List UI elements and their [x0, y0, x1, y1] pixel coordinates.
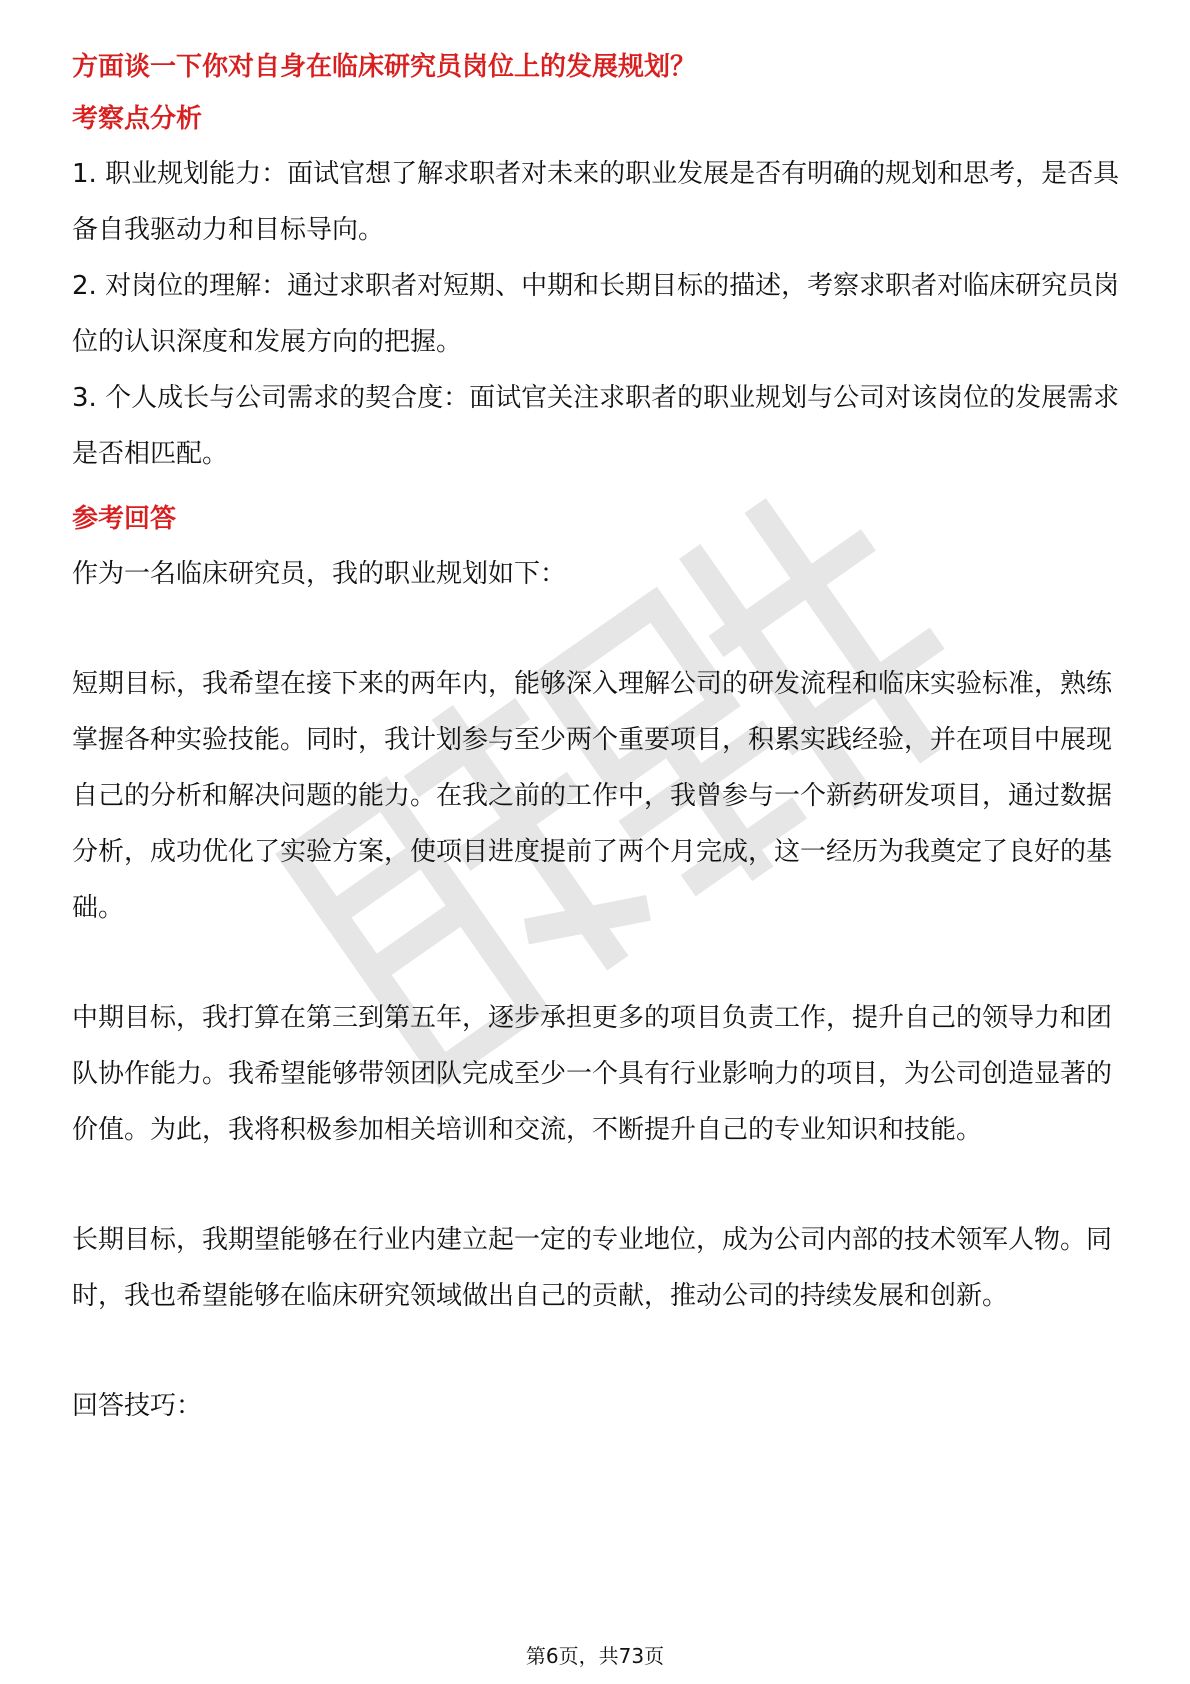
answer-short-term: 短期目标，我希望在接下来的两年内，能够深入理解公司的研发流程和临床实验标准，熟练掌握各种实验技能。同时，我计划参与至少两个重要项目，积累实践经验，并在项目中展现自己的分析和解决问题的能力。在我之前的工作中，我曾参与一个新药研发项目，通过数据分析，成功优化了实验方案，使项目进度提前了两个月完成，这一经历为我奠定了良好的基础。 — [72, 669, 1113, 923]
question-heading: 方面谈一下你对自身在临床研究员岗位上的发展规划？ — [72, 52, 697, 82]
analysis-point-1: 1. 职业规划能力：面试官想了解求职者对未来的职业发展是否有明确的规划和思考，是否具备自我驱动力和目标导向。 — [72, 159, 1120, 245]
analysis-title: 考察点分析 — [72, 104, 203, 134]
document-body — [72, 48, 1120, 1434]
analysis-point-2: 2. 对岗位的理解：通过求职者对短期、中期和长期目标的描述，考察求职者对临床研究员岗位的认识深度和发展方向的把握。 — [72, 271, 1120, 357]
answer-mid-term: 中期目标，我打算在第三到第五年，逐步承担更多的项目负责工作，提升自己的领导力和团队协作能力。我希望能够带领团队完成至少一个具有行业影响力的项目，为公司创造显著的价值。为此，我将积极参加相关培训和交流，不断提升自己的专业知识和技能。 — [72, 1003, 1113, 1145]
answer-tips-label: 回答技巧： — [72, 1391, 203, 1421]
answer-long-term: 长期目标，我期望能够在行业内建立起一定的专业地位，成为公司内部的技术领军人物。同时，我也希望能够在临床研究领域做出自己的贡献，推动公司的持续发展和创新。 — [72, 1225, 1113, 1311]
page-number: 第6页，共73页 — [525, 1644, 665, 1668]
answer-intro: 作为一名临床研究员，我的职业规划如下： — [72, 559, 567, 589]
answer-title: 参考回答 — [72, 504, 177, 534]
analysis-point-3: 3. 个人成长与公司需求的契合度：面试官关注求职者的职业规划与公司对该岗位的发展需求是否相匹配。 — [72, 383, 1120, 469]
